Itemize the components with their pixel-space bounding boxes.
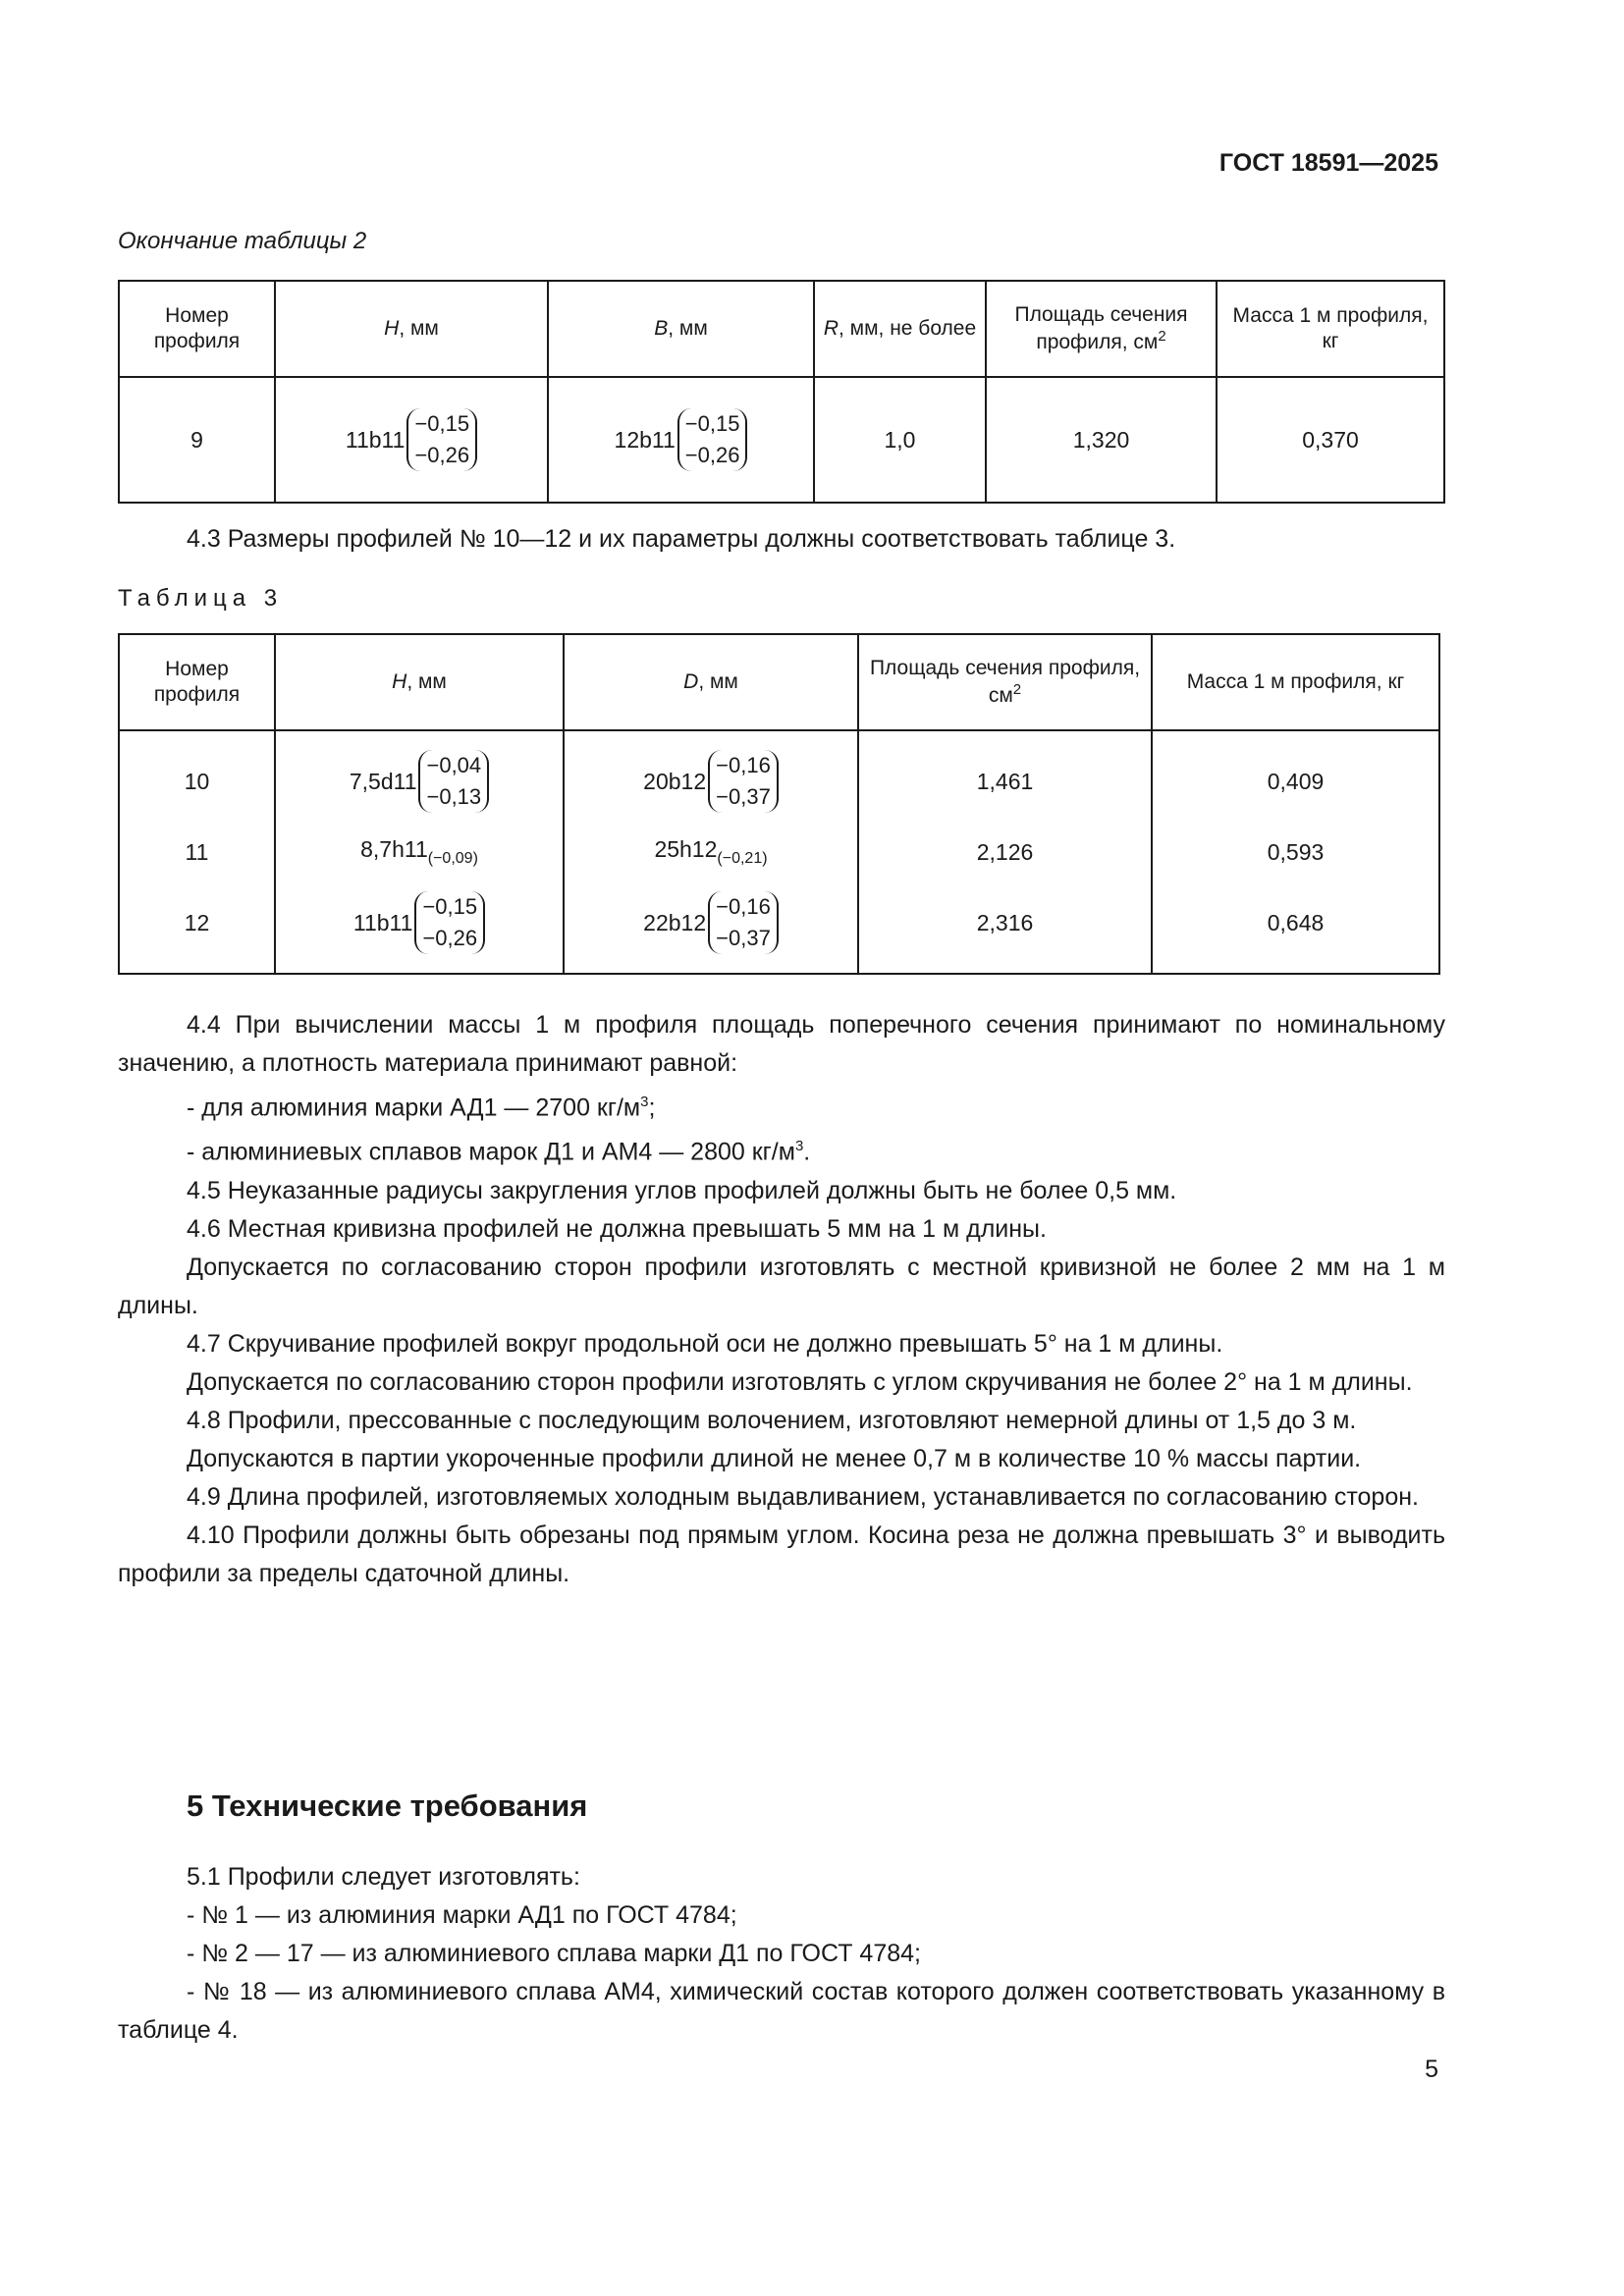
table-row [119, 882, 1439, 974]
page-number: 5 [1425, 2056, 1438, 2083]
col-header-area: Площадь сечения профиля, $см^2$ [858, 634, 1152, 730]
col-header-h: H, мм [275, 281, 548, 377]
list-item: - № 18 — из алюминиевого сплава АМ4, химический состав которого должен соответствовать указанному в таблице 4. [118, 1978, 1445, 2044]
document-number: ГОСТ 18591—2025 [1218, 149, 1438, 177]
paragraph-4-7: 4.7 Скручивание профилей вокруг продольной оси не должно превышать 5° на 1 м длины. [187, 1329, 1223, 1358]
col-header-b: B, мм [548, 281, 814, 377]
col-header-mass: Масса 1 м профиля, кг [1152, 634, 1439, 730]
cell-h: 11b11 −0,15 −0,26 [275, 377, 548, 503]
cell-number: 11 [119, 822, 275, 882]
table-row [119, 822, 1439, 882]
cell-area: 1,461 [858, 730, 1152, 822]
cell-number: 9 [119, 377, 275, 503]
section-5-title: 5 Технические требования [187, 1789, 588, 1823]
paragraph-4-7b: Допускается по согласованию сторон профили изготовлять с углом скручивания не более 2° на 1 м длины. [187, 1367, 1413, 1396]
col-header-number: Номер профиля [119, 281, 275, 377]
cell-mass: 0,409 [1152, 730, 1439, 822]
cell-mass: 0,370 [1217, 377, 1444, 503]
col-header-area: Площадь сечения профиля, $см^2$ [986, 281, 1217, 377]
table-2-end [118, 280, 1445, 504]
cell-h: 7,5d11 −0,04 −0,13 [275, 730, 564, 822]
paragraph-4-6b: Допускается по согласованию сторон профили изготовлять с местной кривизной не более 2 мм на 1 м длины. [118, 1253, 1445, 1319]
cell-h: 11b11 −0,15 −0,26 [275, 882, 564, 974]
cell-area: 2,316 [858, 882, 1152, 974]
cell-number: 12 [119, 882, 275, 974]
paragraph-4-9: 4.9 Длина профилей, изготовляемых холодным выдавливанием, устанавливается по согласованию сторон. [187, 1482, 1419, 1511]
col-header-mass: Масса 1 м профиля, кг [1217, 281, 1444, 377]
col-header-d: D, мм [564, 634, 858, 730]
paragraph-4-8: 4.8 Профили, прессованные с последующим волочением, изготовляют немерной длины от 1,5 до 3 м. [187, 1406, 1357, 1434]
cell-b: 12b11 −0,15 −0,26 [548, 377, 814, 503]
cell-r: 1,0 [814, 377, 986, 503]
paragraph-4-5: 4.5 Неуказанные радиусы закругления углов профилей должны быть не более 0,5 мм. [187, 1176, 1177, 1204]
cell-mass: 0,648 [1152, 882, 1439, 974]
col-header-r: R, мм, не более [814, 281, 986, 377]
body-text [118, 1006, 1445, 1593]
list-item: - № 2 — 17 — из алюминиевого сплава марки Д1 по ГОСТ 4784; [187, 1940, 921, 1967]
list-item: - алюминиевых сплавов марок Д1 и АМ4 — 2800 $кг/м^3$. [187, 1138, 811, 1166]
table-3 [118, 633, 1440, 975]
cell-d: 20b12 −0,16 −0,37 [564, 730, 858, 822]
paragraph-4-4: 4.4 При вычислении массы 1 м профиля площадь поперечного сечения принимают по номинальному значению, а плотность материала принимают равной: [118, 1011, 1445, 1077]
cell-area: 2,126 [858, 822, 1152, 882]
paragraph-4-3: 4.3 Размеры профилей № 10—12 и их параметры должны соответствовать таблице 3. [187, 525, 1176, 553]
paragraph-4-10: 4.10 Профили должны быть обрезаны под прямым углом. Косина реза не должна превышать 3° и выводить профили за пределы сдаточной длины. [118, 1521, 1445, 1587]
paragraph-4-6: 4.6 Местная кривизна профилей не должна превышать 5 мм на 1 м длины. [187, 1214, 1047, 1243]
table-header-row [119, 634, 1439, 730]
table3-caption: Таблица 3 [118, 585, 284, 612]
cell-mass: 0,593 [1152, 822, 1439, 882]
section-5-body [118, 1858, 1445, 2050]
cell-d: 22b12 −0,16 −0,37 [564, 882, 858, 974]
cell-d: $25h12_{(-0,21)}$ [564, 822, 858, 882]
table2-caption: Окончание таблицы 2 [118, 228, 367, 254]
table-header-row [119, 281, 1444, 377]
col-header-h: H, мм [275, 634, 564, 730]
list-item: - № 1 — из алюминия марки АД1 по ГОСТ 4784; [187, 1901, 737, 1929]
col-header-number: Номер профиля [119, 634, 275, 730]
table-row [119, 730, 1439, 822]
table-row [119, 377, 1444, 503]
list-item: - для алюминия марки АД1 — 2700 $кг/м^3$; [187, 1094, 656, 1122]
paragraph-5-1: 5.1 Профили следует изготовлять: [187, 1863, 580, 1891]
cell-h: $8,7h11_{(-0,09)}$ [275, 822, 564, 882]
cell-number: 10 [119, 730, 275, 822]
cell-area: 1,320 [986, 377, 1217, 503]
paragraph-4-8b: Допускаются в партии укороченные профили длиной не менее 0,7 м в количестве 10 % массы партии. [187, 1444, 1362, 1472]
